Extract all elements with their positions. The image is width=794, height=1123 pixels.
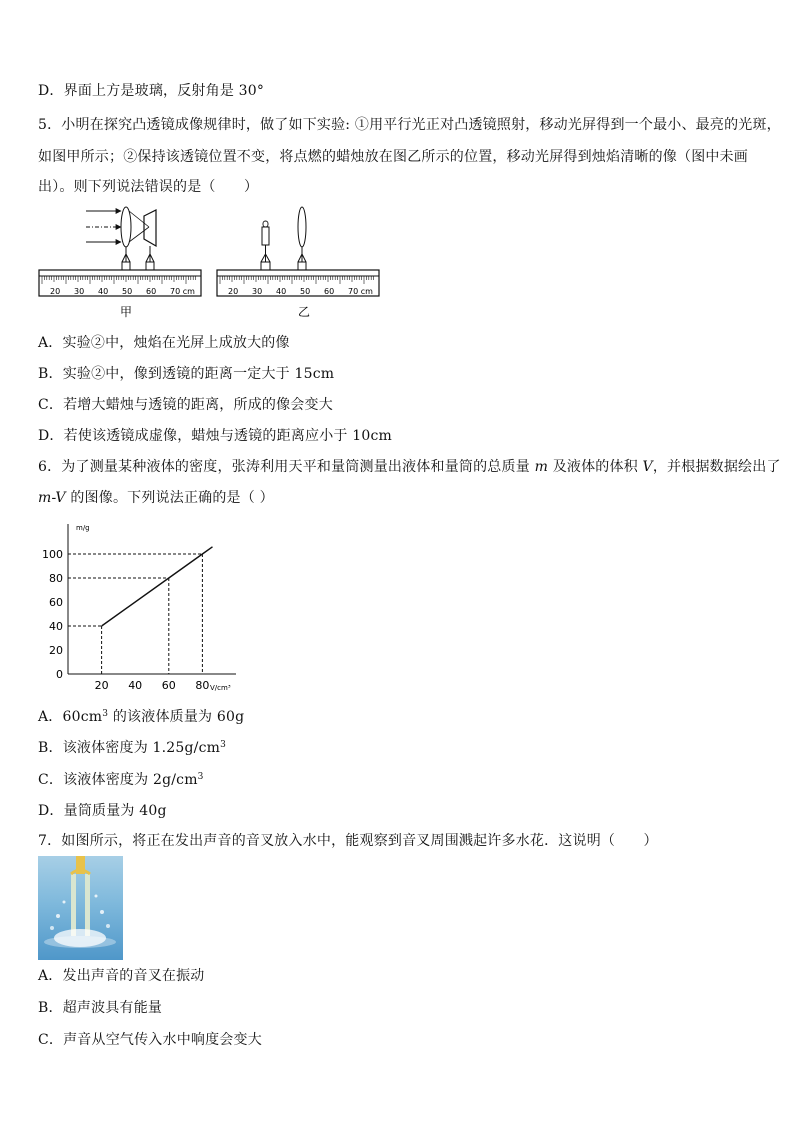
x-axis-label: V/cm³: [210, 684, 231, 692]
tuning-fork-photo: [38, 856, 123, 960]
q7-option-b: B．超声波具有能量: [38, 1000, 163, 1016]
q6-var-v: V: [642, 459, 653, 475]
y-tick-label: 40: [49, 620, 63, 633]
q6-c-pre: C．该液体密度为 2g/cm: [38, 772, 198, 788]
q7-option-a: A．发出声音的音叉在振动: [38, 968, 205, 984]
q6-var-m: m: [534, 459, 549, 475]
question-7-line-1: 7．如图所示，将正在发出声音的音叉放入水中，能观察到音叉周围溅起许多水花．这说明（ ）: [38, 833, 658, 849]
q6-text-c: ，并根据数据绘出了: [652, 459, 781, 475]
ruler-label: 50: [300, 287, 311, 296]
question-6-line-2: [38, 489, 274, 507]
ruler-label: 30: [252, 287, 263, 296]
q6-text-b: 及液体的体积: [548, 459, 643, 475]
candle-flame: [263, 221, 268, 227]
y-tick-label: 0: [56, 668, 63, 681]
x-tick-label: 40: [128, 679, 143, 692]
figure-jia: [39, 207, 201, 319]
q6-option-a: [38, 708, 244, 726]
ruler-label: 70 cm: [348, 287, 373, 296]
ruler-label: 40: [276, 287, 287, 296]
q6-option-d: D．量筒质量为 40g: [38, 803, 167, 819]
x-tick-label: 80: [195, 679, 210, 692]
q7-option-c: C．声音从空气传入水中响度会变大: [38, 1032, 262, 1048]
q6-option-c: [38, 771, 204, 789]
ruler-ticks-yi: [220, 276, 374, 284]
q6-option-b: [38, 739, 226, 757]
light-screen: [144, 210, 156, 246]
ruler-label: 50: [122, 287, 133, 296]
q6-var-mv: m-V: [38, 490, 66, 506]
lens-experiment-figure: [36, 204, 386, 322]
ruler-ticks-jia: [42, 276, 196, 284]
ruler-label: 70 cm: [170, 287, 195, 296]
tuning-fork-illustration: [38, 856, 123, 960]
ruler-label: 20: [228, 287, 239, 296]
ruler-label: 40: [98, 287, 109, 296]
q5-option-a: A．实验②中，烛焰在光屏上成放大的像: [38, 335, 290, 351]
y-axis-label: m/g: [76, 524, 90, 532]
ruler-label: 60: [146, 287, 157, 296]
figure-label-yi: 乙: [298, 305, 311, 319]
convex-lens-jia: [121, 207, 131, 247]
ruler-label: 60: [324, 287, 335, 296]
question-5-line-1: 5．小明在探究凸透镜成像规律时，做了如下实验: ①用平行光正对凸透镜照射，移动光屏得到一个最小、最亮的光斑，: [38, 117, 781, 133]
x-tick-label: 60: [161, 679, 176, 692]
q5-option-c: C．若增大蜡烛与透镜的距离，所成的像会变大: [38, 397, 333, 413]
q5-option-b: B．实验②中，像到透镜的距离一定大于 15cm: [38, 366, 335, 382]
q6-a-sup: 3: [102, 709, 109, 719]
q6-b-sup: 3: [220, 740, 227, 750]
ruler-label: 30: [74, 287, 85, 296]
ruler-label: 20: [50, 287, 61, 296]
q6-text-a: 6．为了测量某种液体的密度，张涛利用天平和量筒测量出液体和量筒的总质量: [38, 459, 535, 475]
question-5-line-2: 如图甲所示；②保持该透镜位置不变，将点燃的蜡烛放在图乙所示的位置，移动光屏得到烛焰清晰的像（图中未画: [38, 149, 748, 165]
y-tick-label: 20: [49, 644, 63, 657]
question-5-line-3: 出）。则下列说法错误的是（ ）: [38, 179, 259, 195]
q6-c-sup: 3: [197, 772, 204, 782]
figure-label-jia: 甲: [120, 305, 133, 319]
y-tick-label: 100: [42, 548, 63, 561]
figure-yi: [217, 207, 379, 319]
y-tick-label: 80: [49, 572, 63, 585]
convex-lens-yi: [298, 207, 306, 247]
q6-a-post: 的该液体质量为 60g: [108, 709, 245, 725]
data-line: [102, 547, 213, 626]
q6-b-pre: B．该液体密度为 1.25g/cm: [38, 740, 221, 756]
q5-option-d: D．若使该透镜成虚像，蜡烛与透镜的距离应小于 10cm: [38, 428, 393, 444]
q6-text-d: 的图像。下列说法正确的是（ ）: [65, 490, 274, 506]
x-tick-label: 20: [94, 679, 109, 692]
candle: [262, 227, 269, 245]
question-6-line-1: [38, 458, 781, 476]
option-d-q4: D．界面上方是玻璃，反射角是 30°: [38, 83, 265, 99]
q6-a-pre: A．60cm: [38, 709, 103, 725]
y-tick-label: 60: [49, 596, 63, 609]
mass-volume-chart: [36, 516, 246, 696]
